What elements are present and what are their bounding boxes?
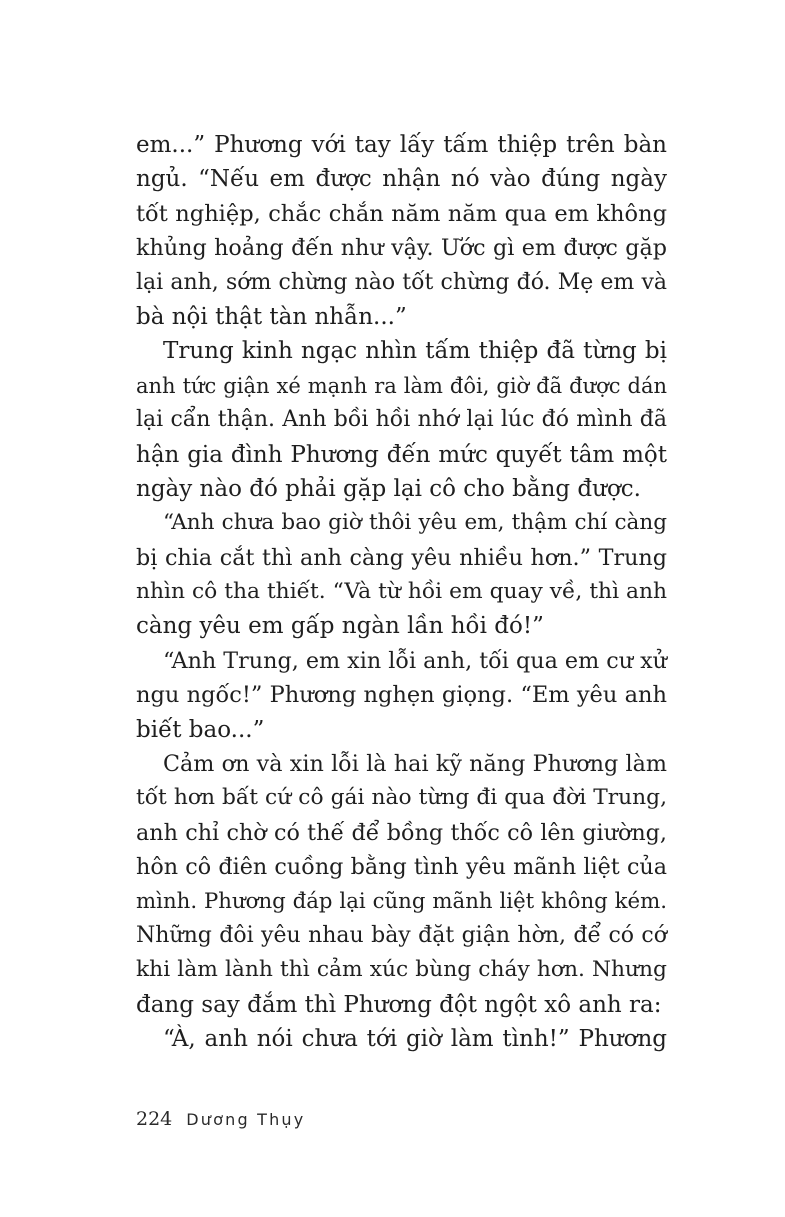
text-line: Những đôi yêu nhau bày đặt giận hờn, để có cớ	[136, 922, 667, 948]
text-line: ngủ. “Nếu em được nhận nó vào đúng ngày	[136, 166, 667, 193]
text-line: ngày nào đó phải gặp lại cô cho bằng được.	[136, 475, 641, 502]
text-line: “Anh chưa bao giờ thôi yêu em, thậm chí càng	[163, 510, 667, 536]
page-footer	[136, 1104, 305, 1134]
text-line: “À, anh nói chưa tới giờ làm tình!” Phương	[163, 1026, 667, 1053]
page-number: 224	[136, 1108, 173, 1130]
text-line: Trung kinh ngạc nhìn tấm thiệp đã từng bị	[163, 338, 667, 365]
text-line: khủng hoảng đến như vậy. Ước gì em được gặp	[136, 235, 667, 262]
text-line: hận gia đình Phương đến mức quyết tâm một	[136, 441, 667, 468]
text-line: tốt hơn bất cứ cô gái nào từng đi qua đời Trung,	[136, 785, 667, 811]
body-text	[136, 128, 667, 1057]
text-line: lại cẩn thận. Anh bồi hồi nhớ lại lúc đó mình đã	[136, 407, 667, 433]
paragraph	[136, 334, 667, 506]
text-line: càng yêu em gấp ngàn lần hồi đó!”	[136, 613, 544, 640]
text-line: Cảm ơn và xin lỗi là hai kỹ năng Phương làm	[163, 751, 667, 778]
text-line: bà nội thật tàn nhẫn...”	[136, 303, 407, 330]
text-line: tốt nghiệp, chắc chắn năm năm qua em không	[136, 200, 667, 227]
text-line: biết bao...”	[136, 716, 265, 743]
paragraph	[136, 747, 667, 1022]
paragraph	[136, 506, 667, 644]
text-line: khi làm lành thì cảm xúc bùng cháy hơn. Nhưng	[136, 957, 667, 983]
text-line: “Anh Trung, em xin lỗi anh, tối qua em cư xử	[163, 647, 667, 674]
text-line: anh tức giận xé mạnh ra làm đôi, giờ đã được dán	[136, 373, 667, 398]
text-line: ngu ngốc!” Phương nghẹn giọng. “Em yêu anh	[136, 682, 667, 709]
paragraph	[136, 1022, 667, 1056]
text-line: hôn cô điên cuồng bằng tình yêu mãnh liệt của	[136, 854, 667, 881]
text-line: nhìn cô tha thiết. “Và từ hồi em quay về, thì anh	[136, 579, 667, 605]
paragraph	[136, 128, 667, 334]
text-line: bị chia cắt thì anh càng yêu nhiều hơn.” Trung	[136, 544, 667, 571]
paragraph	[136, 644, 667, 747]
running-head-author: Dương Thụy	[186, 1110, 306, 1129]
text-line: anh chỉ chờ có thế để bồng thốc cô lên giường,	[136, 819, 667, 846]
text-line: mình. Phương đáp lại cũng mãnh liệt không kém.	[136, 888, 667, 914]
text-line: đang say đắm thì Phương đột ngột xô anh ra:	[136, 991, 662, 1018]
text-line: lại anh, sớm chừng nào tốt chừng đó. Mẹ em và	[136, 269, 667, 295]
text-line: em...” Phương với tay lấy tấm thiệp trên bàn	[136, 132, 667, 158]
